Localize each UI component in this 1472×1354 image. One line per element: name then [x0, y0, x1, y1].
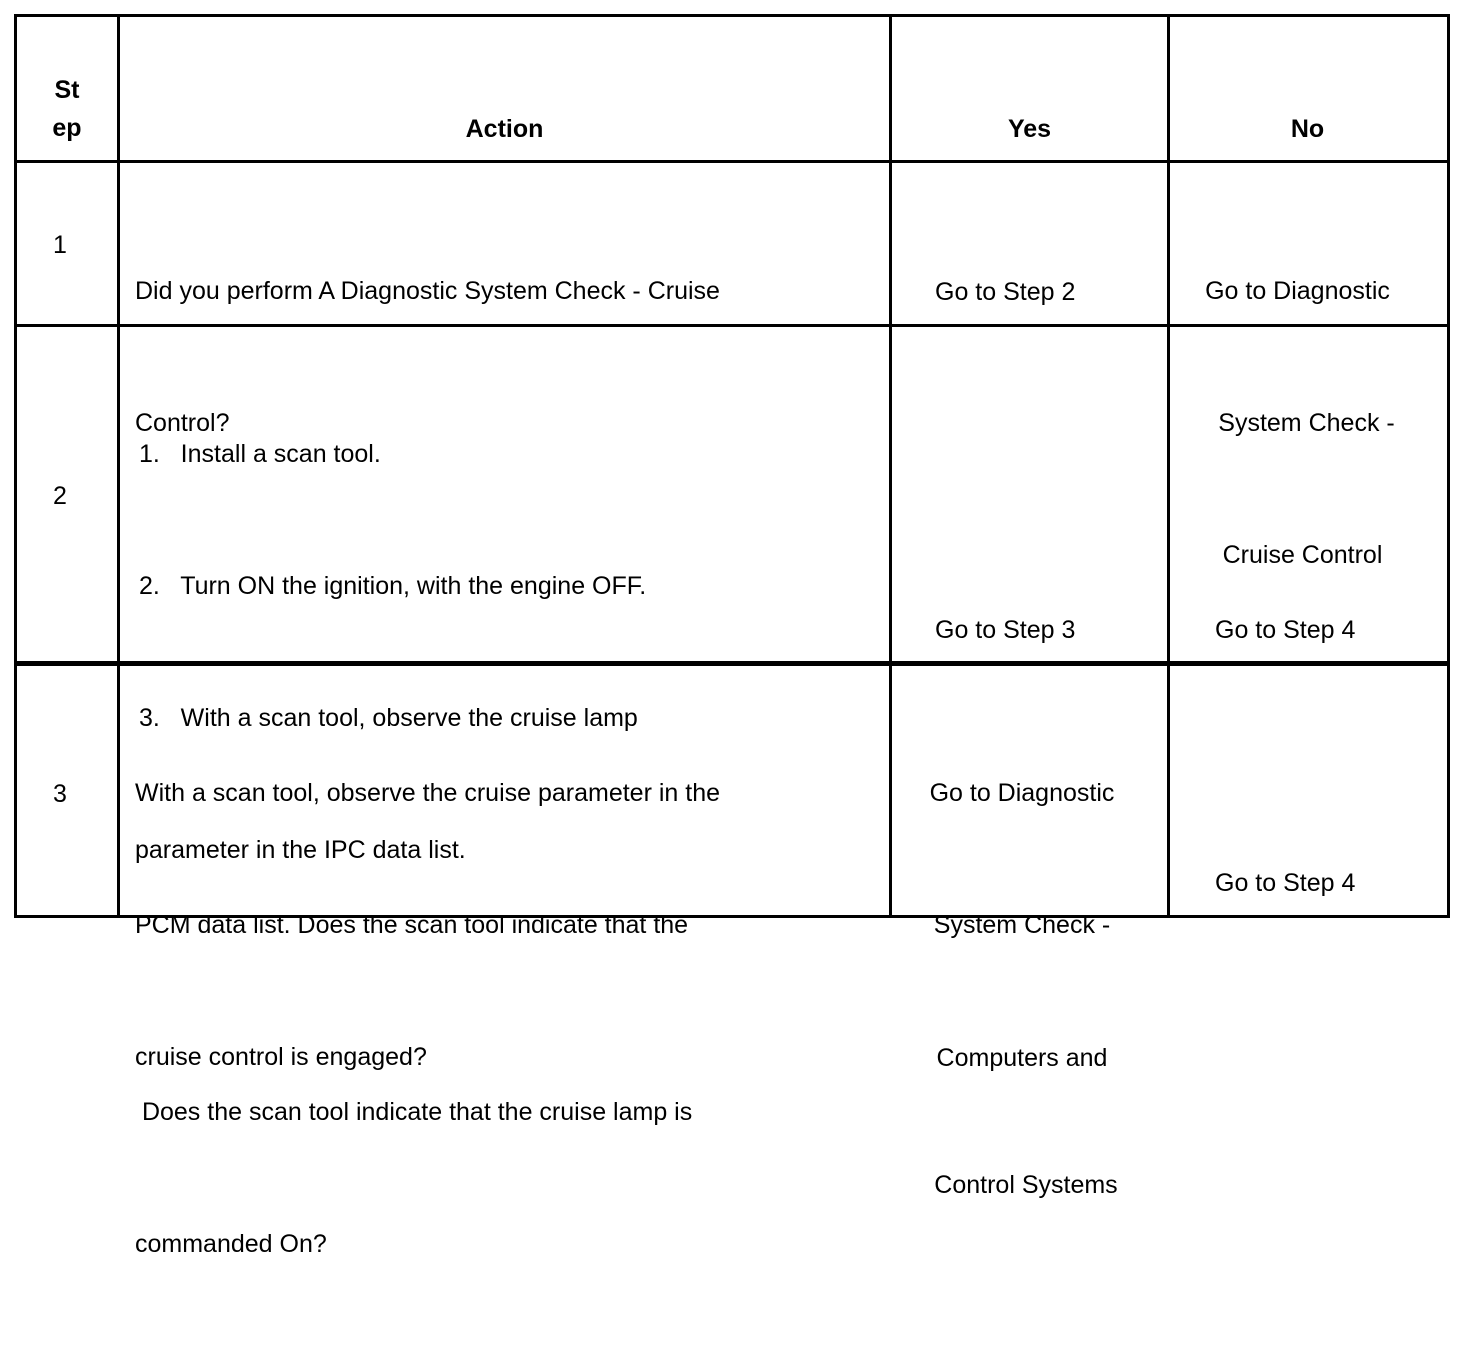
action-line: 2. Turn ON the ignition, with the engine OFF.: [139, 572, 647, 600]
row2-no: Go to Step 4: [1215, 616, 1356, 644]
yes-line: Go to Diagnostic: [929, 779, 1115, 807]
action-line: commanded On?: [135, 1230, 327, 1258]
no-line: System Check -: [1218, 409, 1395, 437]
yes-line: Computers and: [936, 1044, 1108, 1072]
column-divider: [117, 17, 120, 915]
row3-action: [135, 683, 720, 1167]
step-number: 3: [53, 780, 67, 808]
row1-yes: Go to Step 2: [935, 278, 1076, 306]
header-yes: Yes: [1007, 115, 1052, 143]
row3-yes: [897, 683, 1147, 1288]
row3-no: Go to Step 4: [1215, 869, 1356, 897]
step-number: 1: [53, 231, 67, 259]
header-no: No: [1290, 115, 1325, 143]
yes-line: System Check -: [933, 911, 1111, 939]
row1-no: [1175, 181, 1420, 665]
header-step: [17, 71, 117, 147]
step-number: 2: [53, 482, 67, 510]
action-line: 3. With a scan tool, observe the cruise lamp: [139, 704, 638, 732]
column-divider: [889, 17, 892, 915]
action-line: Did you perform A Diagnostic System Check - Cruise: [135, 277, 720, 305]
action-line: PCM data list. Does the scan tool indicate that the: [135, 911, 689, 939]
row2-yes: Go to Step 3: [935, 616, 1076, 644]
no-line: Cruise Control: [1222, 541, 1383, 569]
action-line: cruise control is engaged?: [135, 1043, 427, 1071]
no-line: Go to Diagnostic: [1205, 277, 1390, 305]
row-divider: [17, 160, 1447, 163]
column-divider: [1167, 17, 1170, 915]
action-line: 1. Install a scan tool.: [139, 440, 381, 468]
yes-line: Control Systems: [934, 1171, 1118, 1199]
diagnostic-table: [14, 14, 1450, 1258]
header-step-line1: St: [54, 76, 80, 104]
action-line: Control?: [135, 409, 230, 437]
action-line: With a scan tool, observe the cruise parameter in the: [135, 779, 721, 807]
action-line: Does the scan tool indicate that the cruise lamp is: [135, 1098, 693, 1126]
action-line: parameter in the IPC data list.: [135, 836, 466, 864]
header-action: Action: [465, 115, 544, 143]
header-step-line2: ep: [52, 114, 82, 142]
